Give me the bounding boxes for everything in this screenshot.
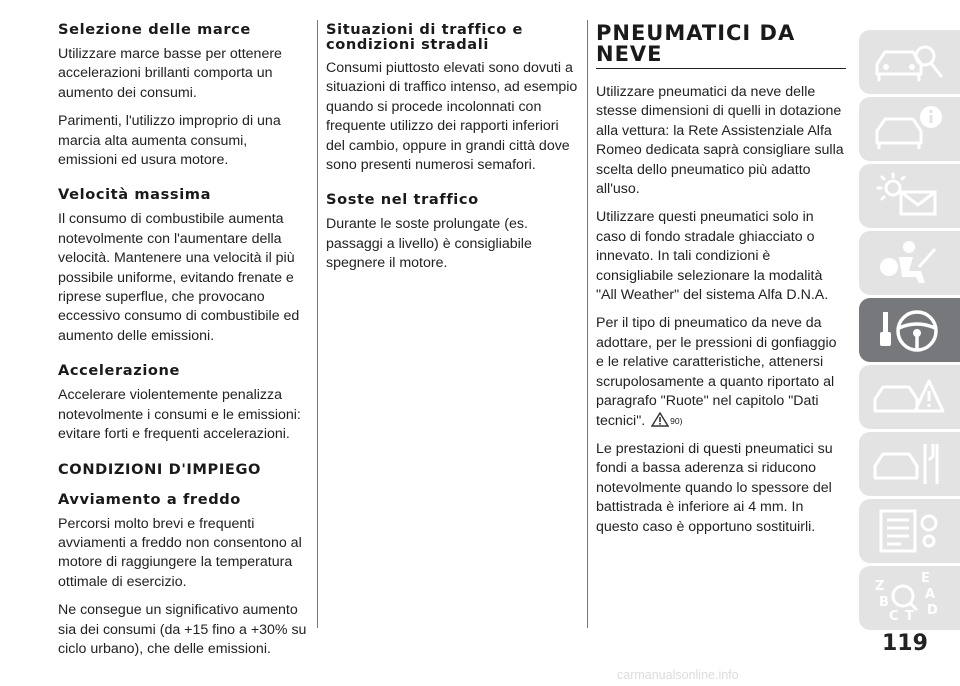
tab-warning-lights[interactable] [859, 164, 960, 228]
technical-data-icon [869, 505, 951, 557]
paragraph: Percorsi molto brevi e frequenti avviamenti a freddo non consentono al motore di raggiungere la temperatura ottimale di esercizio. [58, 515, 302, 590]
column-right [596, 22, 846, 546]
index-letter: C [889, 609, 899, 624]
tab-index[interactable] [859, 566, 960, 630]
car-info-icon [869, 103, 951, 155]
alphabetical-index-icon [869, 572, 951, 626]
heading-condizioni-impiego: CONDIZIONI D'IMPIEGO [58, 460, 262, 478]
tab-emergency[interactable] [859, 365, 960, 429]
steering-wheel-key-icon [869, 304, 951, 356]
paragraph: Consumi piuttosto elevati sono dovuti a situazioni di traffico intenso, ad esempio quando si procede incolonnati con frequente utilizzo dei rapporti inferiori del cambio, oppure in grandi città dove sono presenti numerosi semafori. [326, 60, 578, 174]
column-divider [587, 20, 588, 628]
tab-starting-driving[interactable] [859, 298, 960, 362]
heading-avviamento-freddo: Avviamento a freddo [58, 490, 241, 508]
paragraph: Accelerare violentemente penalizza notevolmente i consumi e le emissioni: evitare forti e frequenti accelerazioni. [58, 387, 301, 443]
column-middle [326, 22, 580, 283]
paragraph [596, 314, 846, 430]
paragraph: Utilizzare marce basse per ottenere accelerazioni brillanti comporta un aumento dei consumi. [58, 46, 282, 101]
heading-velocita-massima: Velocità massima [58, 186, 212, 204]
watermark: carmanualsonline.info [617, 668, 739, 682]
tab-technical-data[interactable] [859, 499, 960, 563]
car-breakdown-icon [869, 371, 951, 423]
heading-situazioni-traffico: Situazioni di traffico e condizioni stradali [326, 21, 524, 53]
section-title-pneumatici-neve: PNEUMATICI DA NEVE [596, 23, 846, 69]
index-letter: D [927, 603, 938, 618]
column-divider [317, 20, 318, 628]
airbag-seat-icon [869, 237, 951, 289]
heading-accelerazione: Accelerazione [58, 362, 181, 380]
tab-maintenance[interactable] [859, 432, 960, 496]
paragraph-text: Per il tipo di pneumatico da neve da adottare, per le pressioni di gonfiaggio e le relative caratteristiche, attenersi scrupolosamente a quanto riportato al paragrafo "Ruote" nel capitolo "Dati tecnici". [596, 315, 837, 429]
paragraph: Utilizzare pneumatici da neve delle stesse dimensioni di quelli in dotazione alla vettura: la Rete Assistenziale Alfa Romeo dedicata saprà consigliare sulla scelta dello pneumatico più adatto all'uso. [596, 84, 844, 198]
warning-lights-message-icon [869, 170, 951, 222]
car-search-icon [869, 36, 951, 88]
paragraph: Il consumo di combustibile aumenta notevolmente con l'aumentare della velocità. Mantenere una velocità il più possibile uniforme, evitando frenate e riprese superflue, che provocano eccessivo consumo di combustibile ed aumento delle emissioni. [58, 211, 300, 344]
index-letter: A [925, 587, 936, 602]
paragraph: Ne consegue un significativo aumento sia dei consumi (da +15 fino a +30% su ciclo urbano), che delle emissioni. [58, 602, 307, 657]
index-letter: E [921, 572, 930, 586]
index-letter: T [905, 609, 914, 624]
column-left [58, 22, 310, 668]
car-maintenance-icon [869, 438, 951, 490]
paragraph: Utilizzare questi pneumatici solo in caso di fondo stradale ghiacciato o innevato. In tali condizioni è consigliabile selezionare la modalità "All Weather" del sistema Alfa D.N.A. [596, 209, 829, 304]
tab-car-info[interactable] [859, 97, 960, 161]
paragraph: Le prestazioni di questi pneumatici su fondi a bassa aderenza si riducono notevolmente quando lo spessore del battistrada è inferiore ai 4 mm. In questo caso è opportuno sostituirli. [596, 440, 833, 535]
index-letter: Z [875, 579, 885, 594]
warning-reference: 90) [670, 415, 683, 426]
heading-selezione-marce: Selezione delle marce [58, 21, 251, 38]
warning-triangle-icon [651, 412, 669, 427]
page-number: 119 [882, 631, 928, 656]
paragraph: Parimenti, l'utilizzo improprio di una marcia alta aumenta consumi, emissioni ed usura motore. [58, 113, 281, 169]
tab-car-search[interactable] [859, 30, 960, 94]
tab-safety[interactable] [859, 231, 960, 295]
paragraph: Durante le soste prolungate (es. passaggi a livello) è consigliabile spegnere il motore. [326, 216, 532, 272]
index-letter: B [879, 595, 889, 610]
heading-soste-traffico: Soste nel traffico [326, 191, 479, 209]
